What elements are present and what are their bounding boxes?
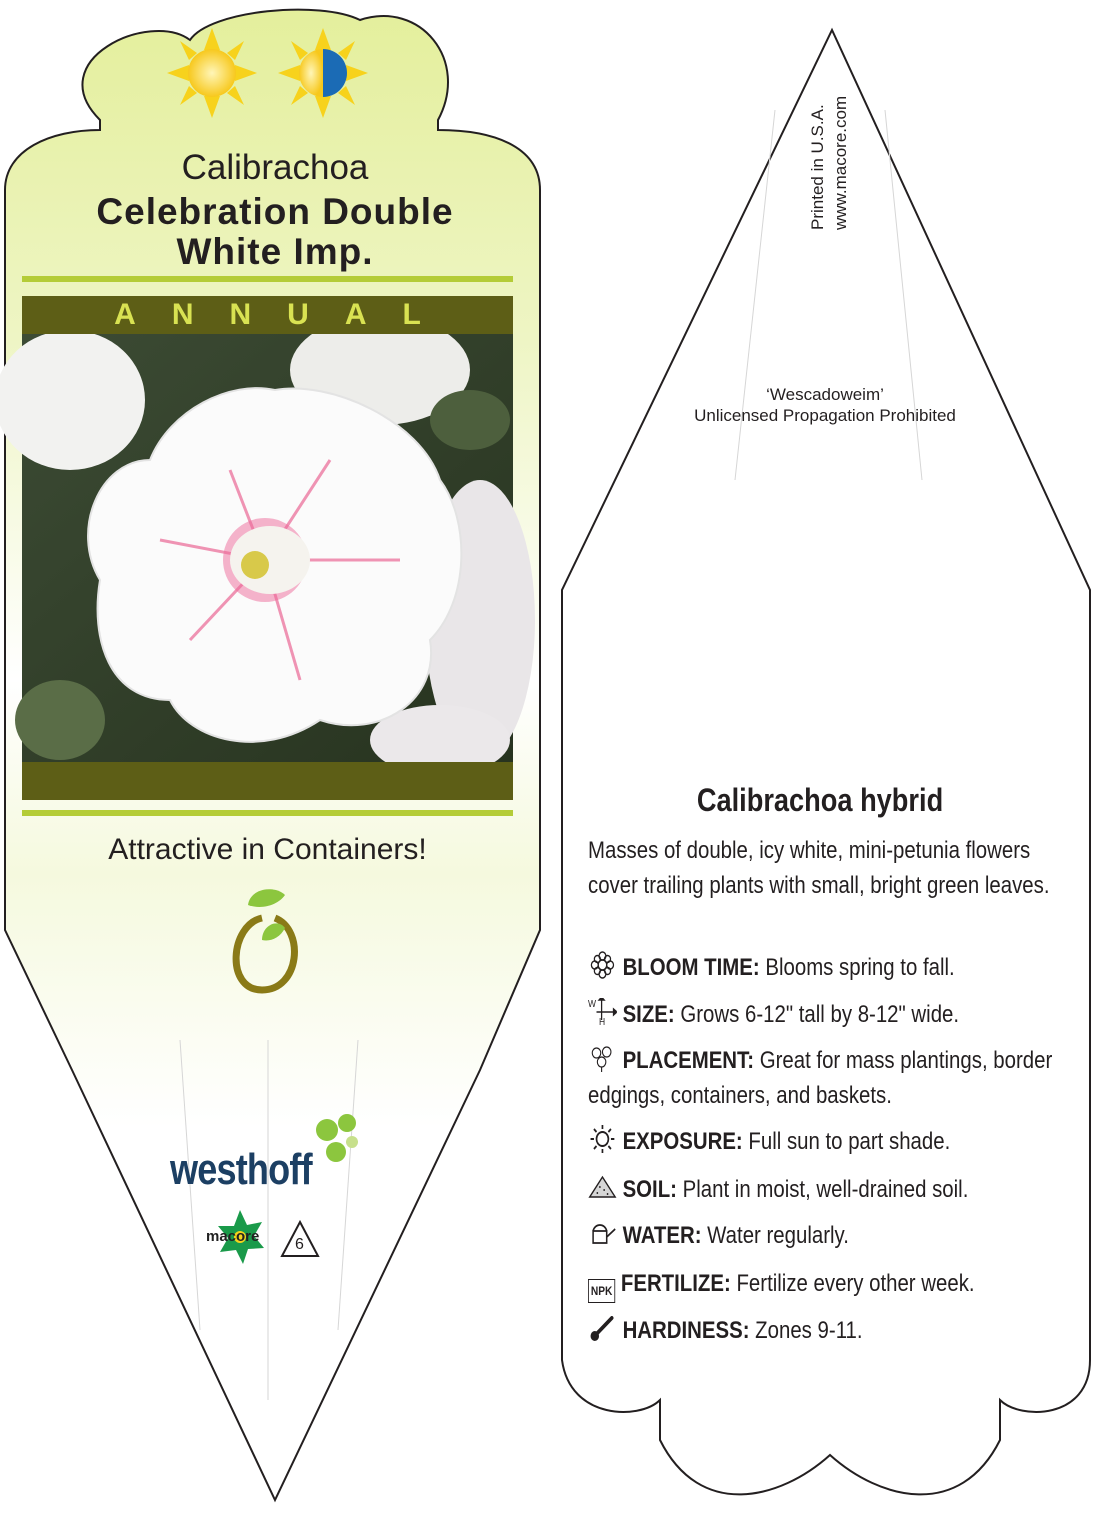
- tagline: Attractive in Containers!: [108, 833, 427, 866]
- watering-can-icon: [588, 1219, 617, 1247]
- size-arrows-icon: [588, 998, 617, 1026]
- attr-value: Full sun to part shade.: [748, 1128, 951, 1155]
- attr-hardiness: [588, 1313, 1077, 1348]
- attr-label: SOIL:: [622, 1176, 677, 1203]
- variety-name: [22, 192, 528, 272]
- flower-icon: [588, 951, 617, 979]
- full-sun-icon: [167, 28, 257, 118]
- sun-outline-icon: [588, 1125, 617, 1153]
- variety-line-2: White Imp.: [176, 231, 374, 272]
- plant-type-label: ANNUAL: [114, 298, 457, 331]
- printed-in: Printed in U.S.A.: [808, 104, 827, 230]
- attr-value: Zones 9-11.: [755, 1317, 863, 1344]
- attr-fertilize: [588, 1266, 1077, 1303]
- attr-value: Great for mass plantings, border edgings, containers, and baskets.: [588, 1047, 1053, 1109]
- attr-bloom-time: [588, 950, 1077, 985]
- attr-size: [588, 997, 1077, 1032]
- cultivar-name: ‘Wescadoweim’: [766, 385, 884, 404]
- npk-text: NPK: [590, 1284, 613, 1298]
- attr-label: EXPOSURE:: [622, 1128, 743, 1155]
- propagation-notice: Unlicensed Propagation Prohibited: [694, 406, 956, 425]
- cultivar-block: [610, 384, 1040, 426]
- attr-value: Blooms spring to fall.: [765, 954, 955, 981]
- attr-value: Fertilize every other week.: [736, 1270, 975, 1297]
- photo-bottom-bar: [22, 762, 513, 800]
- attr-label: FERTILIZE:: [620, 1270, 731, 1297]
- soil-pile-icon: [588, 1173, 617, 1201]
- description: Masses of double, icy white, mini-petunia flowers cover trailing plants with small, bright green leaves.: [588, 837, 1050, 899]
- attr-soil: [588, 1172, 1077, 1207]
- attr-value: Water regularly.: [707, 1222, 849, 1249]
- placement-flowers-icon: [588, 1044, 617, 1072]
- botanical-name: Calibrachoa hybrid: [696, 782, 944, 818]
- flower-photo: [0, 315, 535, 775]
- attr-water: [588, 1218, 1077, 1253]
- attr-label: SIZE:: [622, 1001, 675, 1028]
- attr-label: BLOOM TIME:: [622, 954, 760, 981]
- variety-line-1: Celebration Double: [96, 191, 454, 232]
- attr-label: HARDINESS:: [622, 1317, 750, 1344]
- attr-value: Grows 6-12" tall by 8-12" wide.: [680, 1001, 960, 1028]
- thermometer-icon: [588, 1314, 617, 1342]
- attr-placement: [588, 1043, 1077, 1113]
- attr-label: PLACEMENT:: [622, 1047, 755, 1074]
- attr-exposure: [588, 1124, 1077, 1159]
- genus-name: Calibrachoa: [181, 148, 369, 187]
- attr-label: WATER:: [622, 1222, 702, 1249]
- attr-value: Plant in moist, well-drained soil.: [682, 1176, 969, 1203]
- size-icon-h: H: [599, 1017, 606, 1028]
- size-icon-w: W: [588, 999, 597, 1010]
- recycle-code: 6: [295, 1236, 304, 1253]
- npk-icon: [588, 1279, 615, 1303]
- macore-logo-text: macore: [206, 1228, 260, 1245]
- brand-logo-text: westhoff: [170, 1145, 312, 1194]
- print-info: [806, 96, 852, 230]
- website: www.macore.com: [831, 95, 850, 230]
- part-shade-icon: [278, 28, 368, 118]
